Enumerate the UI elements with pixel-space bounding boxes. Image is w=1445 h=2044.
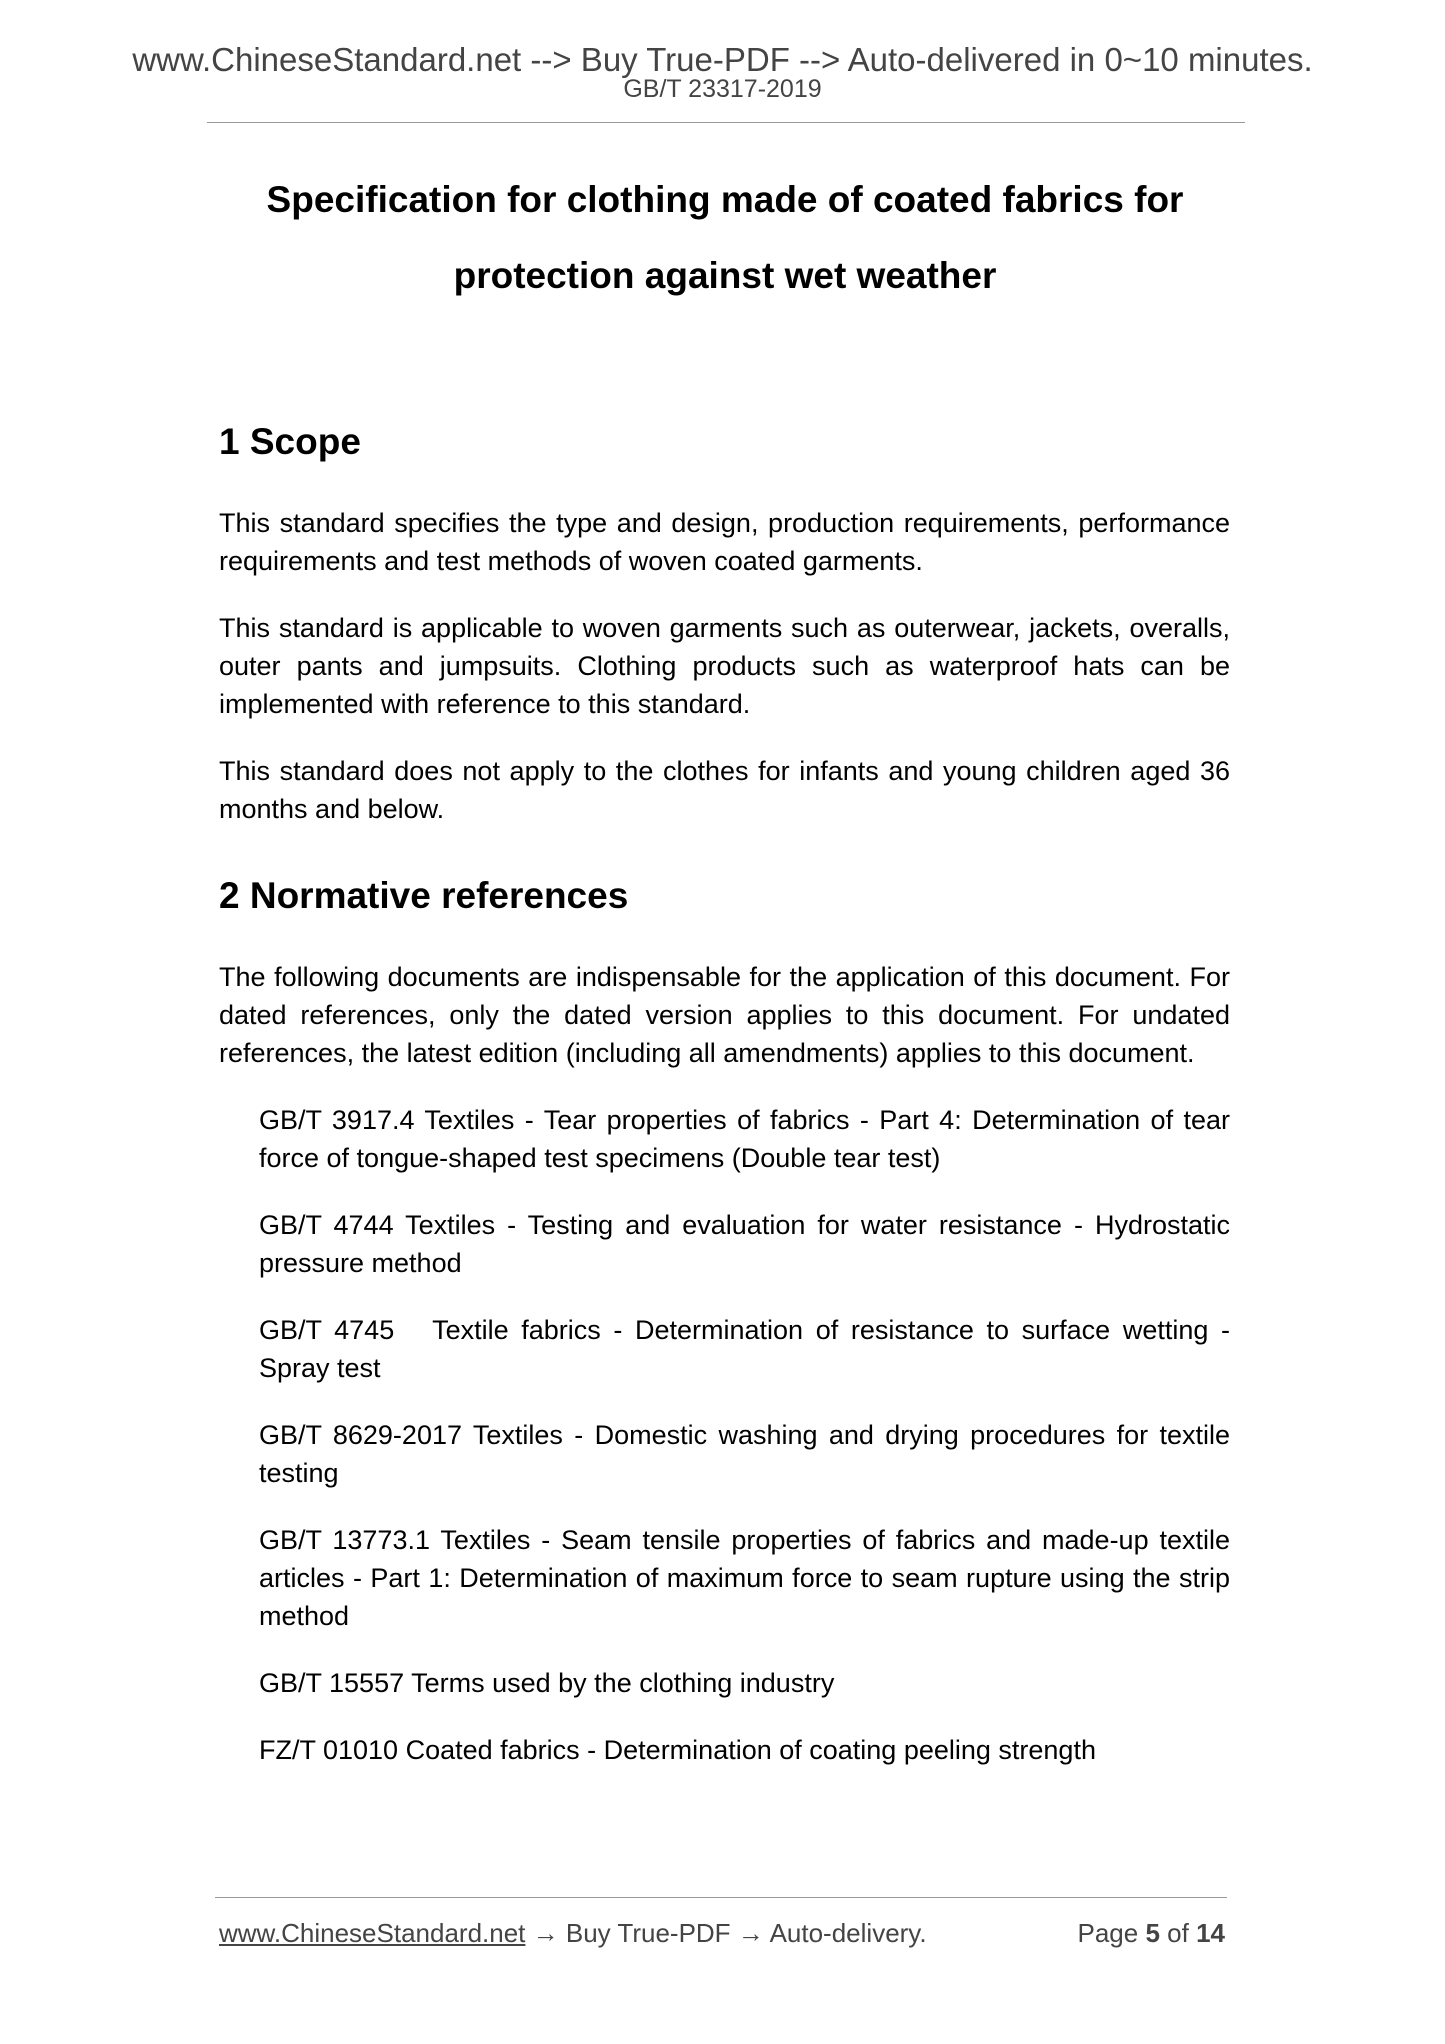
reference-item: GB/T 4745 Textile fabrics - Determination of resistance to surface wetting - Spray test [259, 1315, 1230, 1383]
scope-paragraph: This standard is applicable to woven garments such as outerwear, jackets, overalls, outer pants and jumpsuits. Clothing products such as waterproof hats can be implemented with reference to this standard. [219, 613, 1230, 719]
section-heading-scope: 1 Scope [219, 421, 361, 462]
document-body [219, 420, 1230, 1798]
reference-item: GB/T 15557 Terms used by the clothing industry [259, 1668, 835, 1698]
reference-item: GB/T 4744 Textiles - Testing and evaluation for water resistance - Hydrostatic pressure method [259, 1210, 1230, 1278]
page-number [1077, 1916, 1225, 1950]
page-word: Page [1077, 1918, 1139, 1948]
document-title [160, 162, 1290, 314]
reference-item: GB/T 13773.1 Textiles - Seam tensile properties of fabrics and made-up textile articles - Part 1: Determination of maximum force to seam rupture using the strip method [259, 1525, 1230, 1631]
document-title-line-2: protection against wet weather [453, 255, 997, 296]
scope-paragraph: This standard does not apply to the clothes for infants and young children aged 36 months and below. [219, 756, 1230, 824]
page-current: 5 [1145, 1918, 1160, 1948]
page-total: 14 [1196, 1918, 1225, 1948]
reference-item: GB/T 3917.4 Textiles - Tear properties of fabrics - Part 4: Determination of tear force of tongue-shaped test specimens (Double tear test) [259, 1105, 1230, 1173]
section-heading-normative-references: 2 Normative references [219, 875, 629, 916]
normative-intro: The following documents are indispensable for the application of this document. For dated references, only the dated version applies to this document. For undated references, the latest edition (including all amendments) applies to this document. [219, 962, 1230, 1068]
document-title-line-1: Specification for clothing made of coated fabrics for [266, 179, 1184, 220]
reference-item: GB/T 8629-2017 Textiles - Domestic washing and drying procedures for textile testing [259, 1420, 1230, 1488]
doc-code: GB/T 23317-2019 [623, 75, 822, 103]
footer-site-link[interactable]: www.ChineseStandard.net [219, 1918, 526, 1948]
page-of: of [1167, 1918, 1189, 1948]
scope-paragraph: This standard specifies the type and design, production requirements, performance requirements and test methods of woven coated garments. [219, 508, 1230, 576]
footer-divider [215, 1897, 1227, 1898]
footer-left [219, 1916, 927, 1950]
header-divider [207, 122, 1245, 123]
top-banner: www.ChineseStandard.net --> Buy True-PDF --> Auto-delivered in 0~10 minutes. [132, 41, 1313, 78]
reference-item: FZ/T 01010 Coated fabrics - Determination of coating peeling strength [259, 1735, 1096, 1765]
footer-tagline: → Buy True-PDF → Auto-delivery. [525, 1918, 927, 1948]
